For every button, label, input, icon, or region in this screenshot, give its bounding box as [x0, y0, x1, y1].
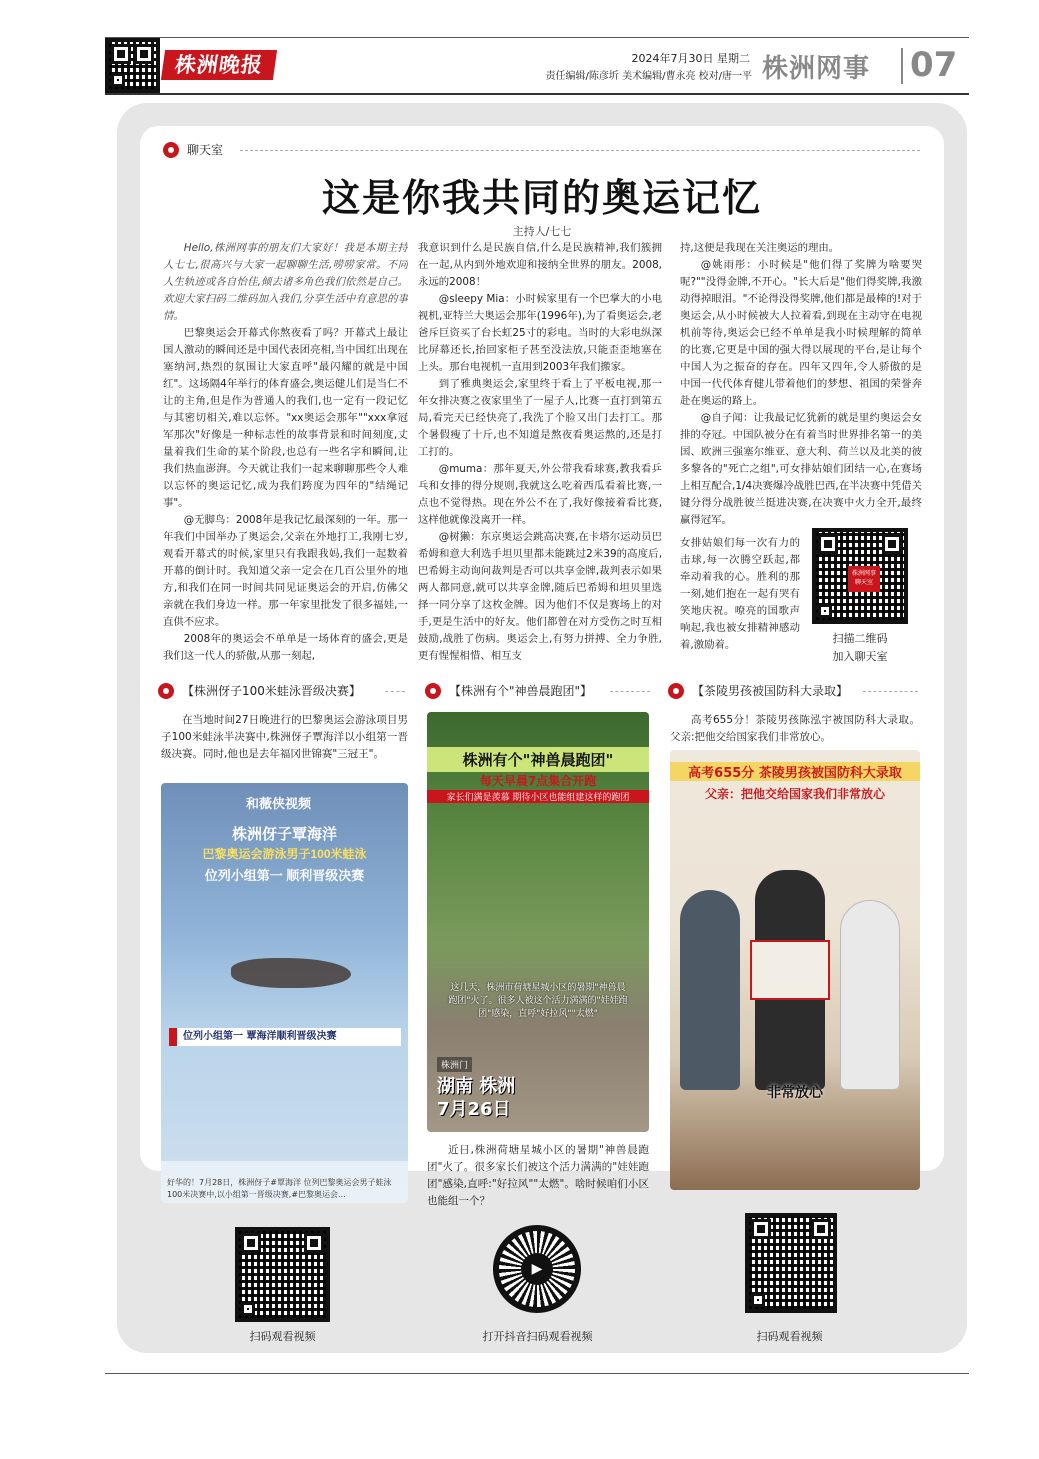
- red-dot-icon: [158, 683, 174, 699]
- video-subtitle: 非常放心: [767, 1085, 823, 1101]
- article-column-3: [680, 240, 922, 530]
- paragraph: 我意识到什么是民族自信,什么是民族精神,我们簇拥在一起,从内到外地欢迎和接纳全世界的朋友。2008,永远的2008！: [418, 242, 662, 288]
- graduate-family-video-still[interactable]: [670, 750, 920, 1190]
- news-banner: 位列小组第一 覃海洋顺利晋级决赛: [169, 1028, 401, 1046]
- chatroom-qr-code[interactable]: [812, 528, 908, 624]
- article-host: 主持人/七七: [512, 225, 572, 238]
- dashed-rule: [863, 691, 918, 692]
- image-caption: 巴黎奥运会游泳男子100米蛙泳: [202, 847, 367, 861]
- image-title: 株洲有个"神兽晨跑团": [427, 747, 649, 772]
- issue-date: 2024年7月30日 星期二: [631, 52, 750, 65]
- paragraph: @sleepy Mia：小时候家里有一个巴掌大的小电视机,亚特兰大奥运会那年(1996年),为了看奥运会,老爸斥巨资买了台长虹25寸的彩电。当时的大彩电纵深比屏幕还长,抬回家柜子甚至没法放,只能歪歪地塞在上头。那台电视机一直用到2003年我们搬家。: [418, 293, 662, 373]
- swimming-video-still[interactable]: [161, 783, 408, 1203]
- running-group-video-still[interactable]: [427, 712, 649, 1132]
- article-title: 这是你我共同的奥运记忆: [321, 176, 762, 220]
- location-tag: 株洲门: [437, 1057, 472, 1072]
- paragraph: @muma：那年夏天,外公带我看球赛,教我看乒乓和女排的得分规则,我就这么吃着西瓜看着比赛,一点也不觉得热。现在外公不在了,我好像接着看比赛,这样他就像没离开一样。: [418, 463, 662, 526]
- paragraph: @无脚鸟：2008年是我记忆最深刻的一年。那一年我们中国举办了奥运会,父亲在外地打工,我刚七岁,观看开幕式的时候,家里只有我跟我妈,我们一起数着开幕的倒计时。我知道父亲一定会在几百公里外的地方,和我们在同一时间共同见证奥运会的开启,仿佛父亲就在我们身边一样。那一年家里批发了很多福娃,一直供不应求。: [163, 514, 408, 628]
- qr-center-badge: 株洲网事 聊天室: [848, 566, 880, 592]
- paragraph: @姚雨彤：小时候是"他们得了奖牌为啥要哭呢?""没得金牌,不开心。"长大后是"他们得奖牌,我激动得掉眼泪。"不论得没得奖牌,他们都是最棒的!对于奥运会,从小时候被大人拉着看,到现在主动守在电视机前等待,奥运会已经不单单是我小时候理解的简单的比赛,它更是中国的强大得以展现的平台,是让每个中国人为之振奋的存在。四年又四年,令人骄傲的是中国一代代体育健儿带着他们的梦想、祖国的荣誉奔赴在奥运的路上。: [680, 259, 922, 407]
- header-bottom-rule: [105, 93, 969, 95]
- article-column-2: [418, 240, 662, 670]
- section-title: 株洲网事: [762, 54, 871, 84]
- person-figure: [680, 890, 740, 1090]
- paragraph: 巴黎奥运会开幕式你熬夜看了吗？开幕式上最让国人激动的瞬间还是中国代表团亮相,当中国红出现在塞纳河,热烈的氛围让大家直呼"最闪耀的就是中国红"。这场隔4年举行的体育盛会,奥运健儿们是当仁不让的主角,但是作为普通人的我们,也一定有一段记忆与其密切相关,难以忘怀。"xx奥运会那年""xxx拿冠军那次"好像是一种标志性的故事背景和时间刻度,丈量着我们生命的某个阶段,也总有一些名字和瞬间,让我们热血澎湃。今天就让我们一起来聊聊那些令人难以忘怀的奥运记忆,成为我们跨度为四年的"结绳记事"。: [163, 327, 408, 509]
- story-text: 高考655分！茶陵男孩陈泓宇被国防科大录取。父亲:把他交给国家我们非常放心。: [670, 714, 920, 743]
- page-number: 07: [910, 45, 958, 85]
- column-badge: 聊天室: [163, 141, 227, 158]
- article-column-3-narrow: [680, 535, 800, 665]
- admission-letter: [750, 940, 830, 1000]
- video-overlay-text: 这几天，株洲市荷塘星城小区的暑期"神兽晨跑团"火了。很多人被这个活力满满的"娃娃跑团"感染，直呼"好拉风""太燃": [448, 983, 628, 1019]
- divider: [901, 48, 903, 84]
- story-badge: 【株洲伢子100米蛙泳晋级决赛】: [158, 682, 365, 699]
- red-dot-icon: [668, 683, 684, 699]
- dashed-rule: [385, 691, 405, 692]
- story-1-qr-code[interactable]: [235, 1227, 330, 1322]
- story-1-qr-caption: 扫码观看视频: [249, 1330, 316, 1343]
- story-text: 在当地时间27日晚进行的巴黎奥运会游泳项目男子100米蛙泳半决赛中,株洲伢子覃海洋以小组第一晋级决赛。同时,他也是去年福冈世锦赛"三冠王"。: [161, 714, 408, 760]
- footer-rule: [105, 1373, 969, 1374]
- app-brand: 和薇侠视频: [246, 797, 312, 812]
- story-badge: 【茶陵男孩被国防科大录取】: [668, 682, 852, 699]
- story-text: 近日,株洲荷塘星城小区的暑期"神兽晨跑团"火了。很多家长们被这个活力满满的"娃娃跑团"感染,直呼:"好拉风""太燃"。啥时候咱们小区也能组一个？: [427, 1144, 649, 1207]
- editor-credits: 责任编辑/陈彦圻 美术编辑/曹永亮 校对/唐一平: [545, 71, 752, 82]
- image-subtitle: 家长们满是羡慕 期待小区也能组建这样的跑团: [427, 790, 649, 803]
- dashed-rule: [610, 691, 650, 692]
- image-title: 高考655分 茶陵男孩被国防科大录取: [670, 762, 920, 781]
- chatroom-qr-caption: 扫描二维码 加入聊天室: [832, 632, 888, 663]
- douyin-logo-icon: ▶: [521, 1253, 553, 1285]
- story-2-qr-caption: 打开抖音扫码观看视频: [482, 1330, 593, 1343]
- story-3-qr-caption: 扫码观看视频: [756, 1330, 823, 1343]
- story-badge: 【株洲有个"神兽晨跑团"】: [425, 682, 596, 699]
- douyin-qr-code[interactable]: [493, 1225, 581, 1313]
- header-top-rule: [105, 37, 969, 38]
- swimmer-figure: [231, 958, 351, 988]
- paragraph: @树獭：东京奥运会跳高决赛,在卡塔尔运动员巴希姆和意大利选手坦贝里都未能跳过2米39的高度后,巴希姆主动询问裁判是否可以共享金牌,裁判表示如果两人都同意,就可以共享金牌,随后巴希姆和坦贝里选择一同分享了这枚金牌。因为他们不仅是赛场上的对手,更是生活中的好友。他们都曾在对方受伤之时互相鼓励,战胜了伤病。奥运会上,有努力拼搏、全力争胜,更有惺惺相惜、相互支: [418, 531, 662, 662]
- paragraph: 到了雅典奥运会,家里终于看上了平板电视,那一年女排决赛之夜家里坐了一屋子人,比赛一直打到第五局,看完天已经快亮了,我洗了个脸又出门去打工。那个暑假瘦了十斤,也不知道是熬夜看奥运熬的,还是打工打的。: [418, 378, 662, 458]
- header-qr-code[interactable]: [105, 38, 160, 93]
- paragraph: 女排姑娘们每一次有力的击球,每一次腾空跃起,都牵动着我的心。胜利的那一刻,她们抱在一起有哭有笑地庆祝。嘹亮的国歌声响起,我也被女排精神感动着,激励着。: [680, 537, 800, 651]
- red-dot-icon: [425, 683, 441, 699]
- person-figure: [840, 900, 900, 1090]
- intro-paragraph: Hello,株洲网事的朋友们大家好！我是本期主持人七七,很高兴与大家一起聊聊生活,唠唠家常。不同人生轨迹或各自怡佳,倾去诸多角色我们依然是自己。欢迎大家扫码二维码加入我们,分享生活中有意思的事情。: [163, 242, 408, 322]
- article-column-1: [163, 240, 408, 670]
- location-stamp: 湖南 株洲: [437, 1076, 516, 1097]
- image-subtitle: 父亲：把他交给国家我们非常放心: [704, 787, 885, 801]
- dashed-rule: [240, 150, 920, 151]
- video-footer: 好华的！7月28日，株洲伢子#覃海洋 位列巴黎奥运会男子蛙泳100米决赛中,以小组第一晋级决赛,#巴黎奥运会...: [161, 1161, 408, 1203]
- story-3-qr-code[interactable]: [745, 1213, 837, 1313]
- date-stamp: 7月26日: [437, 1099, 511, 1120]
- red-dot-icon: [163, 142, 179, 158]
- image-subtitle: 每天早晨7点集合开跑: [479, 774, 597, 788]
- image-caption: 位列小组第一 顺利晋级决赛: [204, 868, 365, 883]
- paragraph: 持,这便是我现在关注奥运的理由。: [680, 242, 840, 254]
- newspaper-masthead: 株洲晚报: [161, 50, 277, 80]
- paragraph: @自子闻：让我最记忆犹新的就是里约奥运会女排的夺冠。中国队被分在有着当时世界排名第一的美国、欧洲三强塞尔维亚、意大利、荷兰以及北美的彼多黎各的"死亡之组",可女排姑娘们团结一心,在赛场上相互配合,1/4决赛爆冷战胜巴西,在半决赛中凭借关键分得分战胜彼兰挺进决赛,在决赛中火力全开,最终赢得冠军。: [680, 412, 922, 526]
- paragraph: 2008年的奥运会不单单是一场体育的盛会,更是我们这一代人的骄傲,从那一刻起,: [163, 633, 408, 662]
- image-caption: 株洲伢子覃海洋: [231, 826, 337, 843]
